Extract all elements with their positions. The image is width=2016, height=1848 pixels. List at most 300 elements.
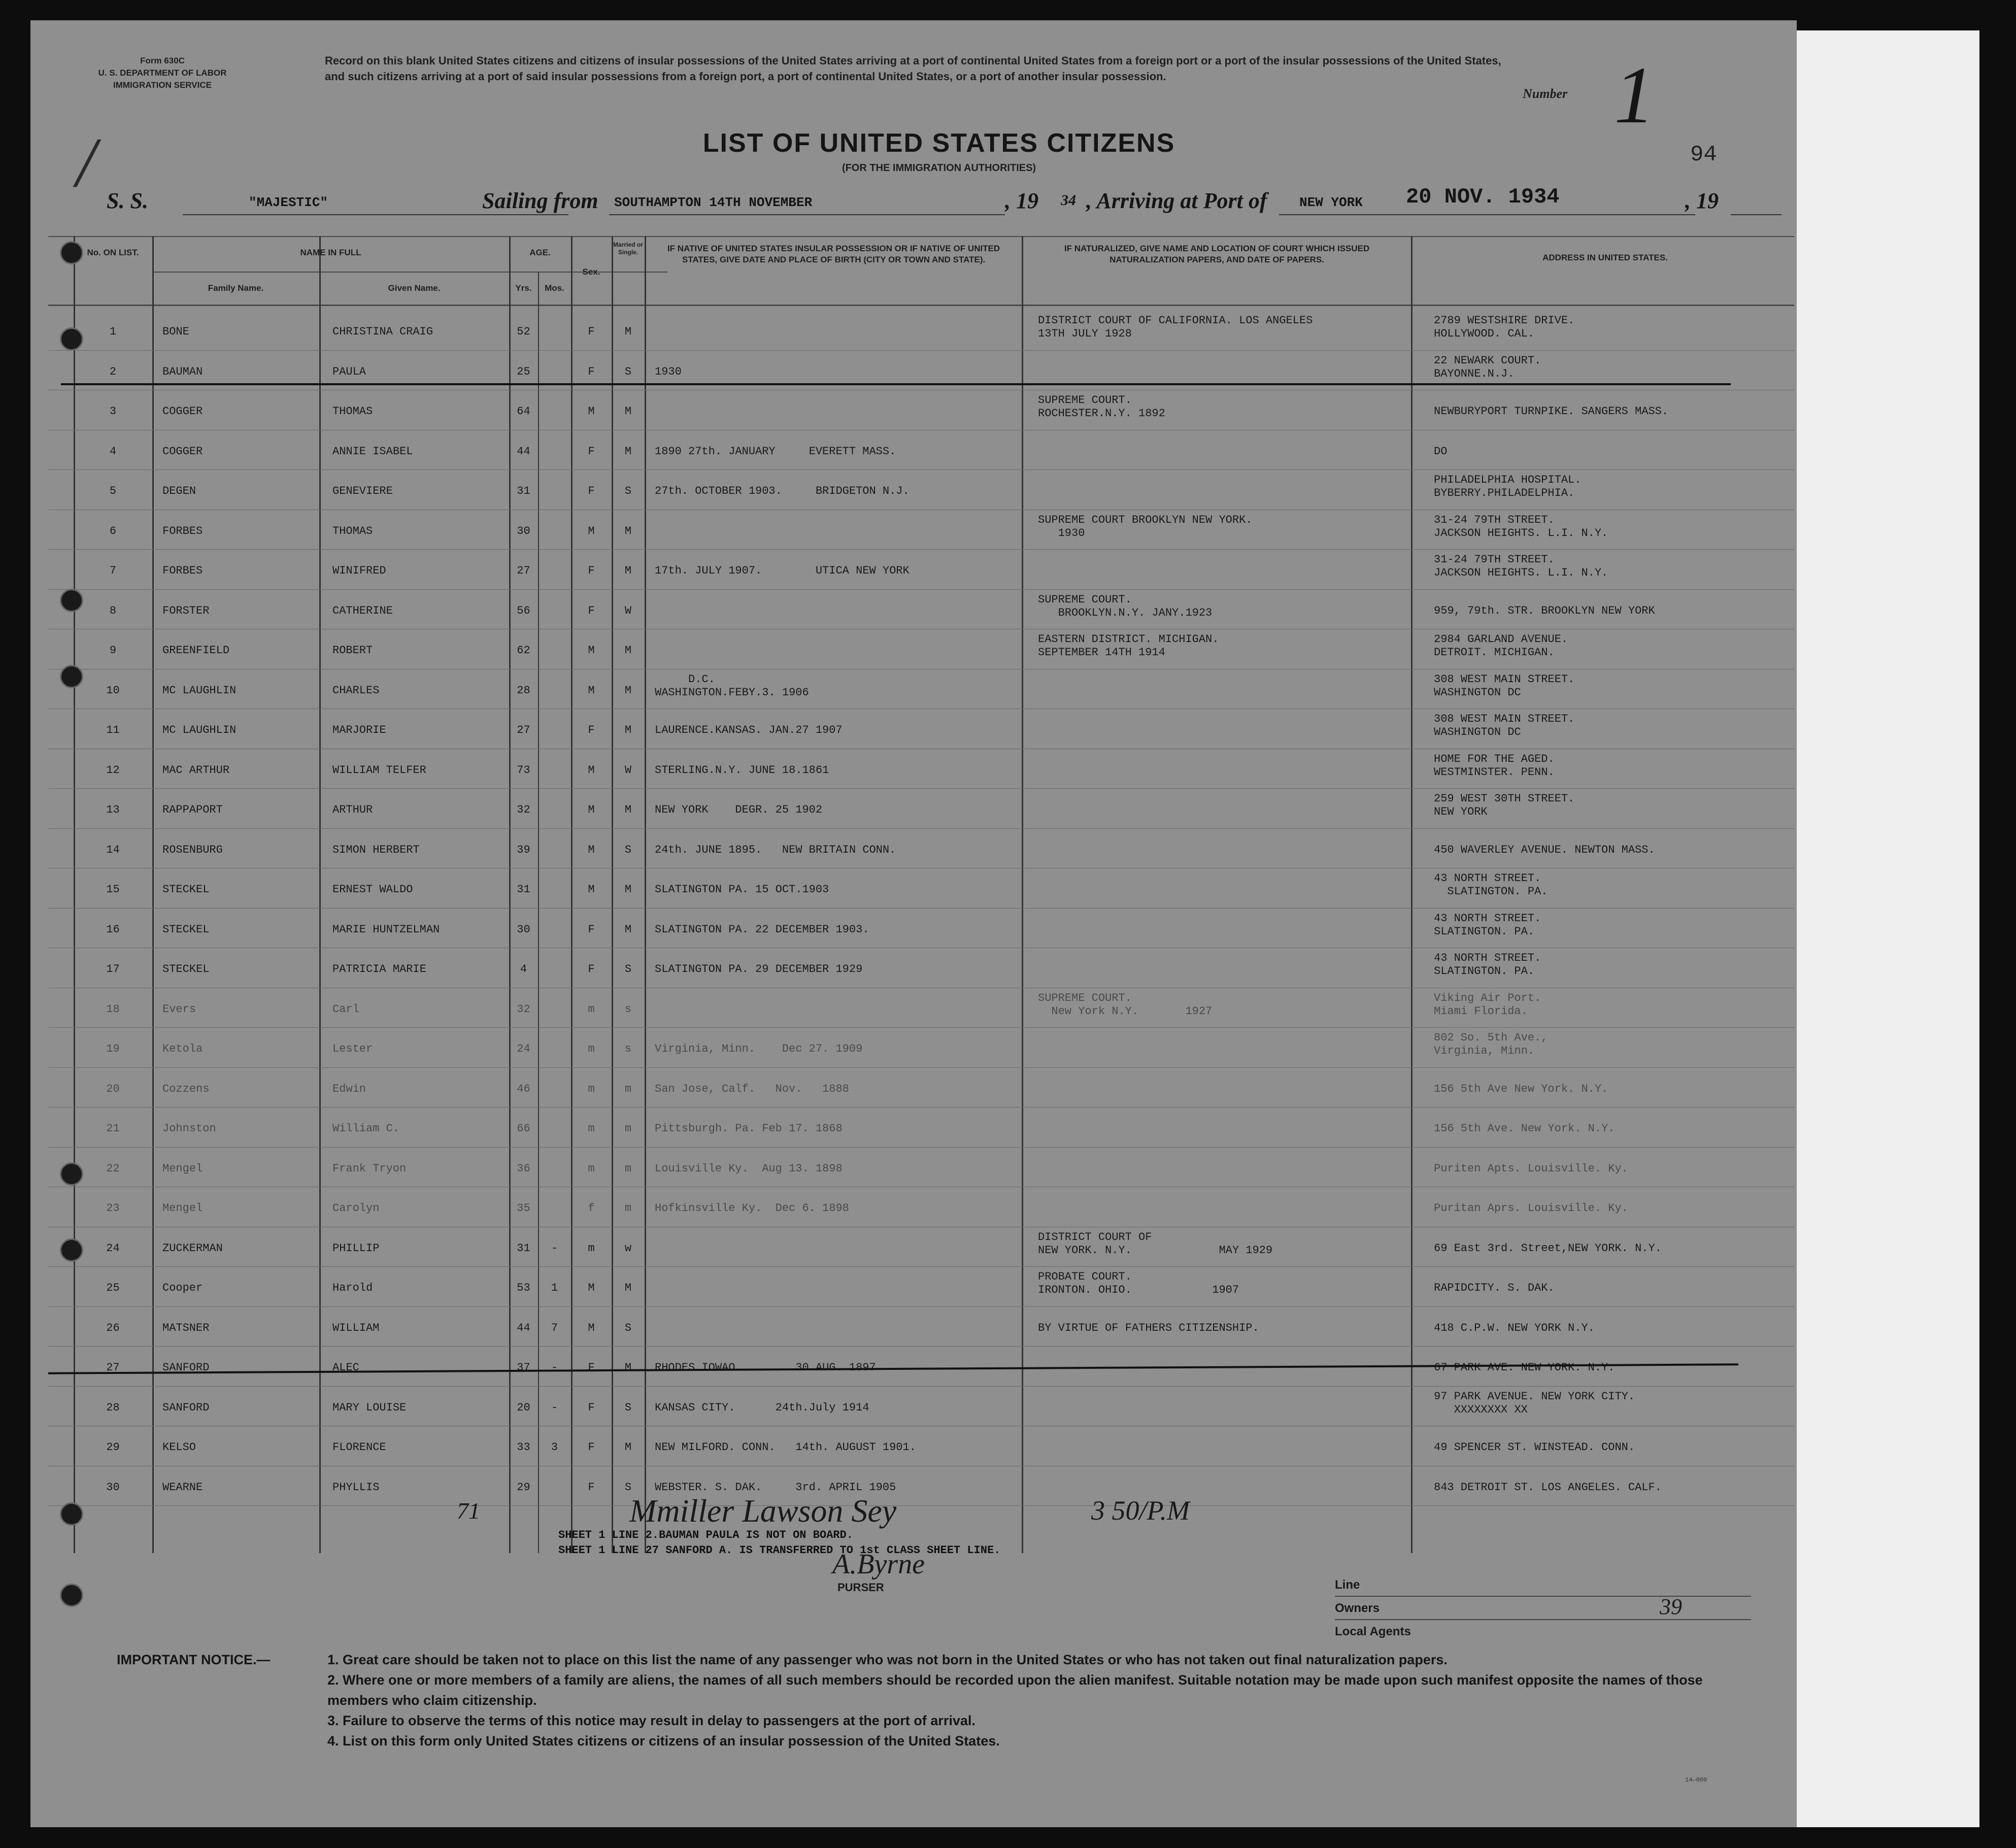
cell-marital-status: M [624, 644, 632, 657]
cell-given-name: Carl [332, 1002, 359, 1016]
cell-no: 22 [106, 1162, 120, 1175]
cell-sex: F [588, 963, 595, 976]
cell-family-name: Ketola [162, 1043, 203, 1055]
handwritten-signature: Mmiller Lawson Sey [629, 1493, 897, 1529]
margin-mark: 71 [457, 1498, 480, 1524]
cell-address: 308 WEST MAIN STREET. WASHINGTON DC [1434, 713, 1575, 738]
cell-birth-info: 1890 27th. JANUARY EVERETT MASS. [655, 445, 896, 458]
annotation-note: SHEET 1 LINE 27 SANFORD A. IS TRANSFERRED TO 1st CLASS SHEET LINE. [558, 1544, 1001, 1557]
cell-given-name: FLORENCE [332, 1441, 386, 1454]
cell-sex: m [588, 1082, 595, 1095]
cell-age-years: 31 [517, 883, 530, 896]
cell-no: 17 [106, 963, 120, 976]
cell-address: Viking Air Port. Miami Florida. [1434, 991, 1541, 1018]
cell-no: 30 [106, 1481, 120, 1494]
cell-marital-status: S [624, 1401, 632, 1414]
cell-given-name: Edwin [332, 1082, 366, 1095]
cell-no: 26 [106, 1321, 120, 1334]
cell-age-years: 29 [517, 1481, 530, 1494]
cell-sex: m [588, 1002, 595, 1016]
cell-marital-status: S [624, 485, 632, 497]
page-number: 94 [1690, 142, 1717, 167]
form-line: Form 630C [140, 56, 185, 65]
cell-family-name: Evers [162, 1002, 196, 1016]
cell-sex: F [588, 485, 595, 497]
col-given-name: Given Name. [388, 283, 441, 293]
page-subtitle: (FOR THE IMMIGRATION AUTHORITIES) [842, 162, 1036, 174]
cell-address: 97 PARK AVENUE. NEW YORK CITY. XXXXXXXX XX [1434, 1390, 1635, 1416]
cell-no: 19 [106, 1043, 120, 1055]
cell-age-years: 44 [517, 1321, 530, 1334]
cell-address: 959, 79th. STR. BROOKLYN NEW YORK [1434, 604, 1655, 617]
cell-address: HOME FOR THE AGED. WESTMINSTER. PENN. [1434, 752, 1555, 779]
cell-marital-status: M [624, 883, 632, 896]
cell-family-name: COGGER [162, 445, 203, 458]
cell-sex: M [588, 524, 595, 537]
cell-family-name: MATSNER [162, 1321, 210, 1334]
arrival-date-stamp: 20 NOV. 1934 [1406, 185, 1560, 209]
cell-sex: F [588, 445, 595, 458]
cell-no: 9 [109, 644, 117, 657]
cell-no: 23 [106, 1202, 120, 1215]
cell-given-name: PAULA [332, 365, 366, 378]
cell-sex: F [588, 724, 595, 736]
cell-given-name: PHYLLIS [332, 1481, 380, 1494]
notice-item: 2. Where one or more members of a family are aliens, the names of all such members should be recorded upon the alien manifest. Suitable notation may be made upon such manifest opposite the names of those members who claim citizenship. [327, 1672, 1703, 1708]
cell-age-years: 33 [517, 1441, 530, 1454]
form-print-number: 14—000 [1685, 1776, 1707, 1784]
cell-sex: M [588, 644, 595, 657]
cell-no: 25 [106, 1282, 120, 1294]
cell-family-name: BAUMAN [162, 365, 203, 378]
cell-family-name: SANFORD [162, 1361, 210, 1374]
cell-naturalization: BY VIRTUE OF FATHERS CITIZENSHIP. [1038, 1321, 1259, 1334]
cell-sex: m [588, 1122, 595, 1135]
cell-marital-status: W [624, 763, 632, 777]
cell-birth-info: San Jose, Calf. Nov. 1888 [655, 1082, 849, 1095]
notice-item: 3. Failure to observe the terms of this notice may result in delay to passengers at the port of arrival. [327, 1713, 976, 1728]
cell-family-name: ROSENBURG [162, 843, 223, 856]
col-age: AGE. [529, 248, 551, 257]
cell-age-years: 32 [517, 1002, 530, 1016]
cell-marital-status: m [624, 1122, 632, 1135]
cell-family-name: MC LAUGHLIN [162, 724, 237, 736]
cell-family-name: FORBES [162, 524, 203, 537]
cell-family-name: SANFORD [162, 1401, 210, 1414]
line-value: 39 [1660, 1594, 1682, 1619]
cell-age-years: 64 [517, 405, 530, 418]
cell-birth-info: 24th. JUNE 1895. NEW BRITAIN CONN. [655, 843, 896, 856]
cell-given-name: PATRICIA MARIE [332, 963, 426, 976]
cell-sex: F [588, 1401, 595, 1414]
cell-address: DO [1434, 445, 1448, 458]
cell-no: 6 [109, 524, 117, 537]
cell-family-name: STECKEL [162, 923, 210, 936]
cell-age-months: - [551, 1241, 558, 1255]
cell-sex: F [588, 604, 595, 617]
year-suffix: 34 [1061, 192, 1076, 209]
cell-marital-status: W [624, 604, 632, 617]
col-address: ADDRESS IN UNITED STATES. [1542, 253, 1668, 262]
cell-marital-status: S [624, 365, 632, 378]
cell-marital-status: M [624, 923, 632, 936]
cell-age-years: 4 [520, 963, 527, 976]
cell-family-name: Mengel [162, 1202, 203, 1215]
year-prefix: , 19 [1005, 188, 1038, 213]
cell-family-name: Johnston [162, 1122, 216, 1135]
arrival-port: NEW YORK [1299, 195, 1363, 210]
cell-no: 24 [106, 1241, 120, 1255]
cell-address: 450 WAVERLEY AVENUE. NEWTON MASS. [1434, 843, 1655, 856]
cell-address: PHILADELPHIA HOSPITAL. BYBERRY.PHILADELPHIA. [1434, 474, 1582, 499]
cell-address: 308 WEST MAIN STREET. WASHINGTON DC [1434, 673, 1575, 699]
cell-age-months: 7 [551, 1321, 558, 1334]
cell-no: 18 [106, 1002, 120, 1016]
cell-sex: F [588, 325, 595, 338]
cell-naturalization: SUPREME COURT. BROOKLYN.N.Y. JANY.1923 [1038, 593, 1213, 619]
cell-family-name: ZUCKERMAN [162, 1241, 223, 1255]
cell-age-years: 39 [517, 843, 530, 856]
notice-lead: IMPORTANT NOTICE.— [117, 1652, 271, 1667]
cell-family-name: STECKEL [162, 883, 210, 896]
cell-no: 3 [109, 405, 117, 418]
cell-given-name: SIMON HERBERT [332, 843, 420, 856]
cell-marital-status: M [624, 1282, 632, 1294]
cell-marital-status: S [624, 1321, 632, 1334]
cell-no: 28 [106, 1401, 120, 1414]
cell-family-name: Cooper [162, 1282, 203, 1294]
cell-age-years: 20 [517, 1401, 530, 1414]
cell-age-months: 3 [551, 1441, 558, 1454]
cell-birth-info: Pittsburgh. Pa. Feb 17. 1868 [655, 1122, 843, 1135]
cell-given-name: CATHERINE [332, 604, 393, 617]
cell-birth-info: NEW YORK DEGR. 25 1902 [655, 803, 823, 816]
cell-birth-info: 1930 [655, 365, 682, 378]
binder-hole [60, 1584, 83, 1607]
cell-sex: f [588, 1202, 595, 1215]
cell-sex: F [588, 1441, 595, 1454]
cell-naturalization: SUPREME COURT. New York N.Y. 1927 [1038, 991, 1213, 1018]
cell-birth-info: Louisville Ky. Aug 13. 1898 [655, 1162, 843, 1175]
col-sex: Sex. [582, 267, 600, 277]
cell-given-name: THOMAS [332, 405, 373, 418]
cell-address: 31-24 79TH STREET. JACKSON HEIGHTS. L.I. N.Y. [1434, 553, 1608, 579]
ship-name: "MAJESTIC" [249, 195, 328, 210]
cell-given-name: ARTHUR [332, 803, 373, 816]
cell-birth-info: SLATINGTON PA. 29 DECEMBER 1929 [655, 963, 863, 976]
col-mos: Mos. [545, 283, 564, 293]
cell-sex: m [588, 1043, 595, 1055]
cell-family-name: MAC ARTHUR [162, 763, 230, 777]
cell-birth-info: KANSAS CITY. 24th.July 1914 [655, 1401, 869, 1414]
arriving-label: , Arriving at Port of [1086, 188, 1267, 213]
cell-marital-status: s [624, 1002, 632, 1016]
cell-given-name: ERNEST WALDO [332, 883, 413, 896]
cell-marital-status: m [624, 1202, 632, 1215]
cell-no: 13 [106, 803, 120, 816]
voyage-line [107, 185, 1721, 218]
cell-age-months: - [551, 1361, 558, 1374]
cell-no: 29 [106, 1441, 120, 1454]
cell-marital-status: S [624, 1481, 632, 1494]
cell-birth-info: SLATINGTON PA. 15 OCT.1903 [655, 883, 829, 896]
cell-age-years: 62 [517, 644, 530, 657]
cell-address: RAPIDCITY. S. DAK. [1434, 1282, 1555, 1294]
cell-age-years: 37 [517, 1361, 530, 1374]
local-agents-label: Local Agents [1335, 1625, 1411, 1638]
cell-age-years: 53 [517, 1282, 530, 1294]
cell-marital-status: M [624, 445, 632, 458]
notice-item: 4. List on this form only United States citizens or citizens of an insular possession of the United States. [327, 1733, 1000, 1749]
year-trailing: , 19 [1685, 188, 1719, 213]
cell-marital-status: M [624, 1441, 632, 1454]
cell-given-name: GENEVIERE [332, 485, 393, 497]
cell-no: 12 [106, 763, 120, 777]
cell-given-name: WILLIAM [332, 1321, 380, 1334]
cell-sex: M [588, 1321, 595, 1334]
col-native-birth: IF NATIVE OF UNITED STATES INSULAR POSSESSION OR IF NATIVE OF UNITED STATES, GIVE DATE AND PLACE OF BIRTH (CITY OR TOWN AND STATE). [667, 244, 1000, 264]
line-label: Line [1335, 1578, 1360, 1592]
cell-sex: m [588, 1162, 595, 1175]
cell-birth-info: LAURENCE.KANSAS. JAN.27 1907 [655, 724, 843, 736]
cell-no: 7 [109, 564, 117, 577]
cell-address: NEWBURYPORT TURNPIKE. SANGERS MASS. [1434, 405, 1669, 418]
purser-signature: A.Byrne [832, 1549, 925, 1580]
cell-family-name: KELSO [162, 1441, 196, 1454]
form-line: IMMIGRATION SERVICE [113, 80, 212, 90]
cell-given-name: PHILLIP [332, 1241, 380, 1255]
col-yrs: Yrs. [515, 283, 532, 293]
cell-marital-status: M [624, 1361, 632, 1374]
cell-family-name: DEGEN [162, 485, 196, 497]
cell-age-years: 30 [517, 923, 530, 936]
cell-given-name: MARY LOUISE [332, 1401, 407, 1414]
cell-no: 16 [106, 923, 120, 936]
cell-sex: F [588, 365, 595, 378]
record-instructions: Record on this blank United States citizens and citizens of insular possessions of the United States arriving at a port of continental United States from a foreign port or a port of the insular possessions of the United States, and such citizens arriving at a port of said insular possessions from a foreign port, a port of continental United States, or a port of another insular possession. [325, 54, 1501, 83]
cell-sex: F [588, 923, 595, 936]
cell-marital-status: M [624, 803, 632, 816]
cell-address: 43 NORTH STREET. SLATINGTON. PA. [1434, 952, 1541, 978]
ss-label: S. S. [107, 188, 148, 213]
binder-hole [60, 1162, 83, 1186]
number-label: Number [1523, 86, 1568, 101]
passenger-table [48, 236, 1794, 1553]
cell-age-years: 73 [517, 763, 530, 777]
cell-age-years: 46 [517, 1082, 530, 1095]
cell-no: 20 [106, 1082, 120, 1095]
cell-age-years: 31 [517, 1241, 530, 1255]
cell-no: 2 [109, 365, 117, 378]
sailing-label: Sailing from [482, 188, 598, 213]
owners-label: Owners [1335, 1601, 1380, 1615]
cell-family-name: GREENFIELD [162, 644, 230, 657]
cell-no: 8 [109, 604, 117, 617]
cell-marital-status: S [624, 843, 632, 856]
cell-birth-info: NEW MILFORD. CONN. 14th. AUGUST 1901. [655, 1441, 916, 1454]
cell-given-name: Frank Tryon [332, 1162, 407, 1175]
cell-age-years: 32 [517, 803, 530, 816]
cell-birth-info: D.C. WASHINGTON.FEBY.3. 1906 [655, 673, 809, 699]
cell-sex: M [588, 803, 595, 816]
cell-sex: m [588, 1241, 595, 1255]
cell-family-name: STECKEL [162, 963, 210, 976]
cell-no: 4 [109, 445, 117, 458]
binder-hole [60, 589, 83, 612]
cell-age-years: 30 [517, 524, 530, 537]
cell-sex: F [588, 1481, 595, 1494]
cell-address: Puriten Apts. Louisville. Ky. [1434, 1162, 1628, 1175]
cell-marital-status: M [624, 524, 632, 537]
binder-hole [60, 327, 83, 351]
cell-age-years: 24 [517, 1043, 530, 1055]
page-title: LIST OF UNITED STATES CITIZENS [702, 128, 1175, 158]
cell-given-name: WILLIAM TELFER [332, 763, 426, 777]
cell-address: 43 NORTH STREET. SLATINGTON. PA. [1434, 872, 1548, 898]
cell-age-years: 36 [517, 1162, 530, 1175]
cell-birth-info: SLATINGTON PA. 22 DECEMBER 1903. [655, 923, 869, 936]
cell-sex: M [588, 763, 595, 777]
binder-hole [60, 241, 83, 264]
cell-given-name: ANNIE ISABEL [332, 445, 413, 458]
cell-marital-status: M [624, 325, 632, 338]
col-name-in-full: NAME IN FULL [300, 248, 361, 257]
cell-family-name: Cozzens [162, 1082, 210, 1095]
cell-given-name: Harold [332, 1282, 373, 1294]
form-line: U. S. DEPARTMENT OF LABOR [98, 68, 227, 78]
cell-no: 15 [106, 883, 120, 896]
cell-address: 802 So. 5th Ave., Virginia, Minn. [1434, 1031, 1548, 1057]
cell-address: 156 5th Ave New York. N.Y. [1434, 1082, 1608, 1095]
cell-age-months: - [551, 1401, 558, 1414]
cell-marital-status: M [624, 724, 632, 736]
cell-given-name: MARJORIE [332, 724, 386, 736]
cell-marital-status: w [624, 1241, 632, 1255]
scanner-edge-strip [1797, 30, 1979, 1827]
cell-naturalization: PROBATE COURT. IRONTON. OHIO. 1907 [1038, 1270, 1239, 1296]
cell-address: 418 C.P.W. NEW YORK N.Y. [1434, 1321, 1595, 1334]
strike-through-row-2 [61, 383, 1731, 385]
cell-birth-info: Virginia, Minn. Dec 27. 1909 [655, 1043, 863, 1055]
cell-family-name: BONE [162, 325, 189, 338]
cell-age-years: 27 [517, 564, 530, 577]
cell-marital-status: M [624, 564, 632, 577]
form-identifier [71, 55, 254, 91]
cell-naturalization: SUPREME COURT BROOKLYN NEW YORK. 1930 [1038, 513, 1253, 540]
cell-no: 11 [106, 724, 120, 736]
cell-given-name: Carolyn [332, 1202, 380, 1215]
cell-marital-status: M [624, 405, 632, 418]
cell-age-years: 66 [517, 1122, 530, 1135]
cell-given-name: THOMAS [332, 524, 373, 537]
col-family-name: Family Name. [208, 283, 264, 293]
cell-no: 10 [106, 684, 120, 697]
cell-family-name: FORSTER [162, 604, 210, 617]
cell-sex: M [588, 684, 595, 697]
col-no: No. ON LIST. [87, 248, 139, 257]
cell-sex: M [588, 1282, 595, 1294]
handwritten-time: 3 50/P.M [1091, 1495, 1190, 1526]
cell-no: 21 [106, 1122, 120, 1135]
cell-sex: M [588, 883, 595, 896]
cell-no: 5 [109, 485, 117, 497]
cell-address: 2984 GARLAND AVENUE. DETROIT. MICHIGAN. [1434, 633, 1568, 659]
cell-no: 14 [106, 843, 120, 856]
cell-age-years: 31 [517, 485, 530, 497]
cell-sex: M [588, 843, 595, 856]
cell-age-years: 56 [517, 604, 530, 617]
cell-birth-info: STERLING.N.Y. JUNE 18.1861 [655, 763, 829, 777]
cell-no: 1 [109, 325, 117, 338]
cell-naturalization: EASTERN DISTRICT. MICHIGAN. SEPTEMBER 14TH 1914 [1038, 633, 1219, 659]
cell-age-years: 44 [517, 445, 530, 458]
sheet-number-handwritten: 1 [1614, 50, 1655, 140]
cell-given-name: WINIFRED [332, 564, 386, 577]
cell-marital-status: s [624, 1043, 632, 1055]
cell-address: 156 5th Ave. New York. N.Y. [1434, 1122, 1615, 1135]
cell-marital-status: S [624, 963, 632, 976]
cell-birth-info: RHODES IOWAO. 30 AUG. 1897 [655, 1361, 876, 1374]
cell-address: 49 SPENCER ST. WINSTEAD. CONN. [1434, 1441, 1635, 1454]
cell-birth-info: 27th. OCTOBER 1903. BRIDGETON N.J. [655, 485, 910, 497]
cell-family-name: MC LAUGHLIN [162, 684, 237, 697]
cell-marital-status: M [624, 684, 632, 697]
cell-naturalization: DISTRICT COURT OF CALIFORNIA. LOS ANGELES 13TH JULY 1928 [1038, 314, 1313, 340]
sheet-annotations [558, 1528, 1000, 1558]
cell-given-name: Lester [332, 1043, 373, 1055]
cell-age-years: 27 [517, 724, 530, 736]
cell-marital-status: m [624, 1082, 632, 1095]
cell-address: 22 NEWARK COURT. BAYONNE.N.J. [1434, 354, 1541, 380]
cell-family-name: WEARNE [162, 1481, 203, 1494]
cell-address: 259 WEST 30TH STREET. NEW YORK [1434, 792, 1575, 818]
line-owners-agents-block [1335, 1573, 1751, 1642]
cell-given-name: CHARLES [332, 684, 380, 697]
cell-family-name: Mengel [162, 1162, 203, 1175]
cell-address: 67 PARK AVE. NEW YORK. N.Y. [1434, 1361, 1615, 1374]
cell-birth-info: WEBSTER. S. DAK. 3rd. APRIL 1905 [655, 1481, 896, 1494]
cell-age-years: 35 [517, 1202, 530, 1215]
binder-hole [60, 665, 83, 688]
cell-address: 843 DETROIT ST. LOS ANGELES. CALF. [1434, 1481, 1662, 1494]
cell-given-name: CHRISTINA CRAIG [332, 325, 433, 338]
cell-family-name: FORBES [162, 564, 203, 577]
col-married-single: Married or Single. [613, 241, 643, 256]
cell-given-name: ALEC [332, 1361, 359, 1374]
cell-marital-status: m [624, 1162, 632, 1175]
binder-hole [60, 1502, 83, 1526]
cell-family-name: RAPPAPORT [162, 803, 223, 816]
cell-address: 2789 WESTSHIRE DRIVE. HOLLYWOOD. CAL. [1434, 314, 1575, 340]
col-naturalized: IF NATURALIZED, GIVE NAME AND LOCATION OF COURT WHICH ISSUED NATURALIZATION PAPERS, AND DATE OF PAPERS. [1064, 244, 1370, 264]
cell-given-name: William C. [332, 1122, 400, 1135]
cell-age-years: 25 [517, 365, 530, 378]
cell-address: 31-24 79TH STREET. JACKSON HEIGHTS. L.I. N.Y. [1434, 513, 1608, 540]
margin-slash-mark: / [76, 123, 96, 202]
cell-given-name: MARIE HUNTZELMAN [332, 923, 440, 936]
cell-no: 27 [106, 1361, 120, 1374]
cell-family-name: COGGER [162, 405, 203, 418]
sailing-from: SOUTHAMPTON 14TH NOVEMBER [614, 195, 813, 210]
annotation-note: SHEET 1 LINE 2.BAUMAN PAULA IS NOT ON BOARD. [558, 1529, 853, 1541]
cell-age-years: 52 [517, 325, 530, 338]
cell-age-years: 28 [517, 684, 530, 697]
cell-address: 43 NORTH STREET. SLATINGTON. PA. [1434, 912, 1541, 938]
cell-address: 69 East 3rd. Street,NEW YORK. N.Y. [1434, 1241, 1662, 1255]
cell-age-months: 1 [551, 1282, 558, 1294]
cell-birth-info: Hofkinsville Ky. Dec 6. 1898 [655, 1202, 849, 1215]
cell-sex: F [588, 564, 595, 577]
